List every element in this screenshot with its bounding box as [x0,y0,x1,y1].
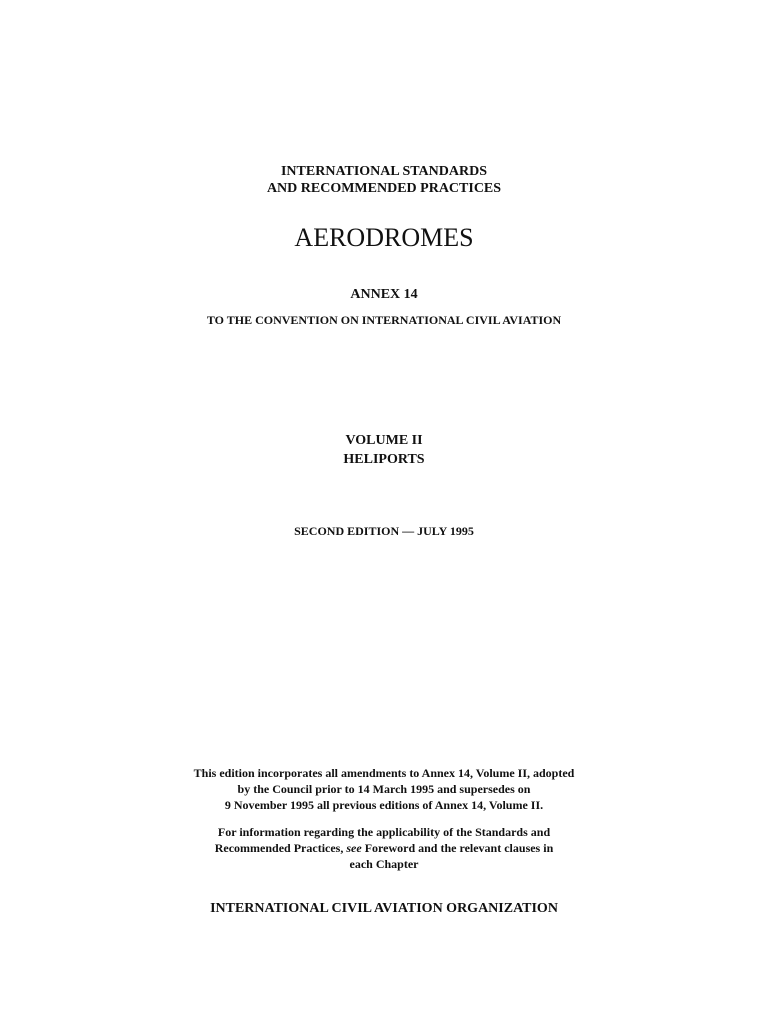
applicability-note [0,824,768,872]
applicability-note-line-1: For information regarding the applicability of the Standards and [217,825,551,839]
applicability-note-prefix: Recommended Practices, [214,841,347,855]
header-line-1: INTERNATIONAL STANDARDS [280,164,488,179]
volume-subject: HELIPORTS [343,452,425,467]
amendment-note-line-2: by the Council prior to 14 March 1995 and supersedes on [237,782,531,796]
header-line-2: AND RECOMMENDED PRACTICES [266,181,502,196]
applicability-note-line-3: each Chapter [349,857,419,871]
amendment-note [0,765,768,813]
document-title: AERODROMES [294,223,474,252]
amendment-note-line-3: 9 November 1995 all previous editions of Annex 14, Volume II. [224,798,544,812]
edition-line: SECOND EDITION — JULY 1995 [294,524,474,538]
applicability-note-see: see [346,841,362,855]
annex-number: ANNEX 14 [350,287,418,302]
organization-name: INTERNATIONAL CIVIL AVIATION ORGANIZATION [210,901,558,916]
volume-label: VOLUME II [345,433,423,448]
convention-subtitle: TO THE CONVENTION ON INTERNATIONAL CIVIL AVIATION [206,313,562,327]
amendment-note-line-1: This edition incorporates all amendments to Annex 14, Volume II, adopted [193,766,575,780]
applicability-note-suffix: Foreword and the relevant clauses in [361,841,554,855]
applicability-note-line-2 [0,840,768,856]
